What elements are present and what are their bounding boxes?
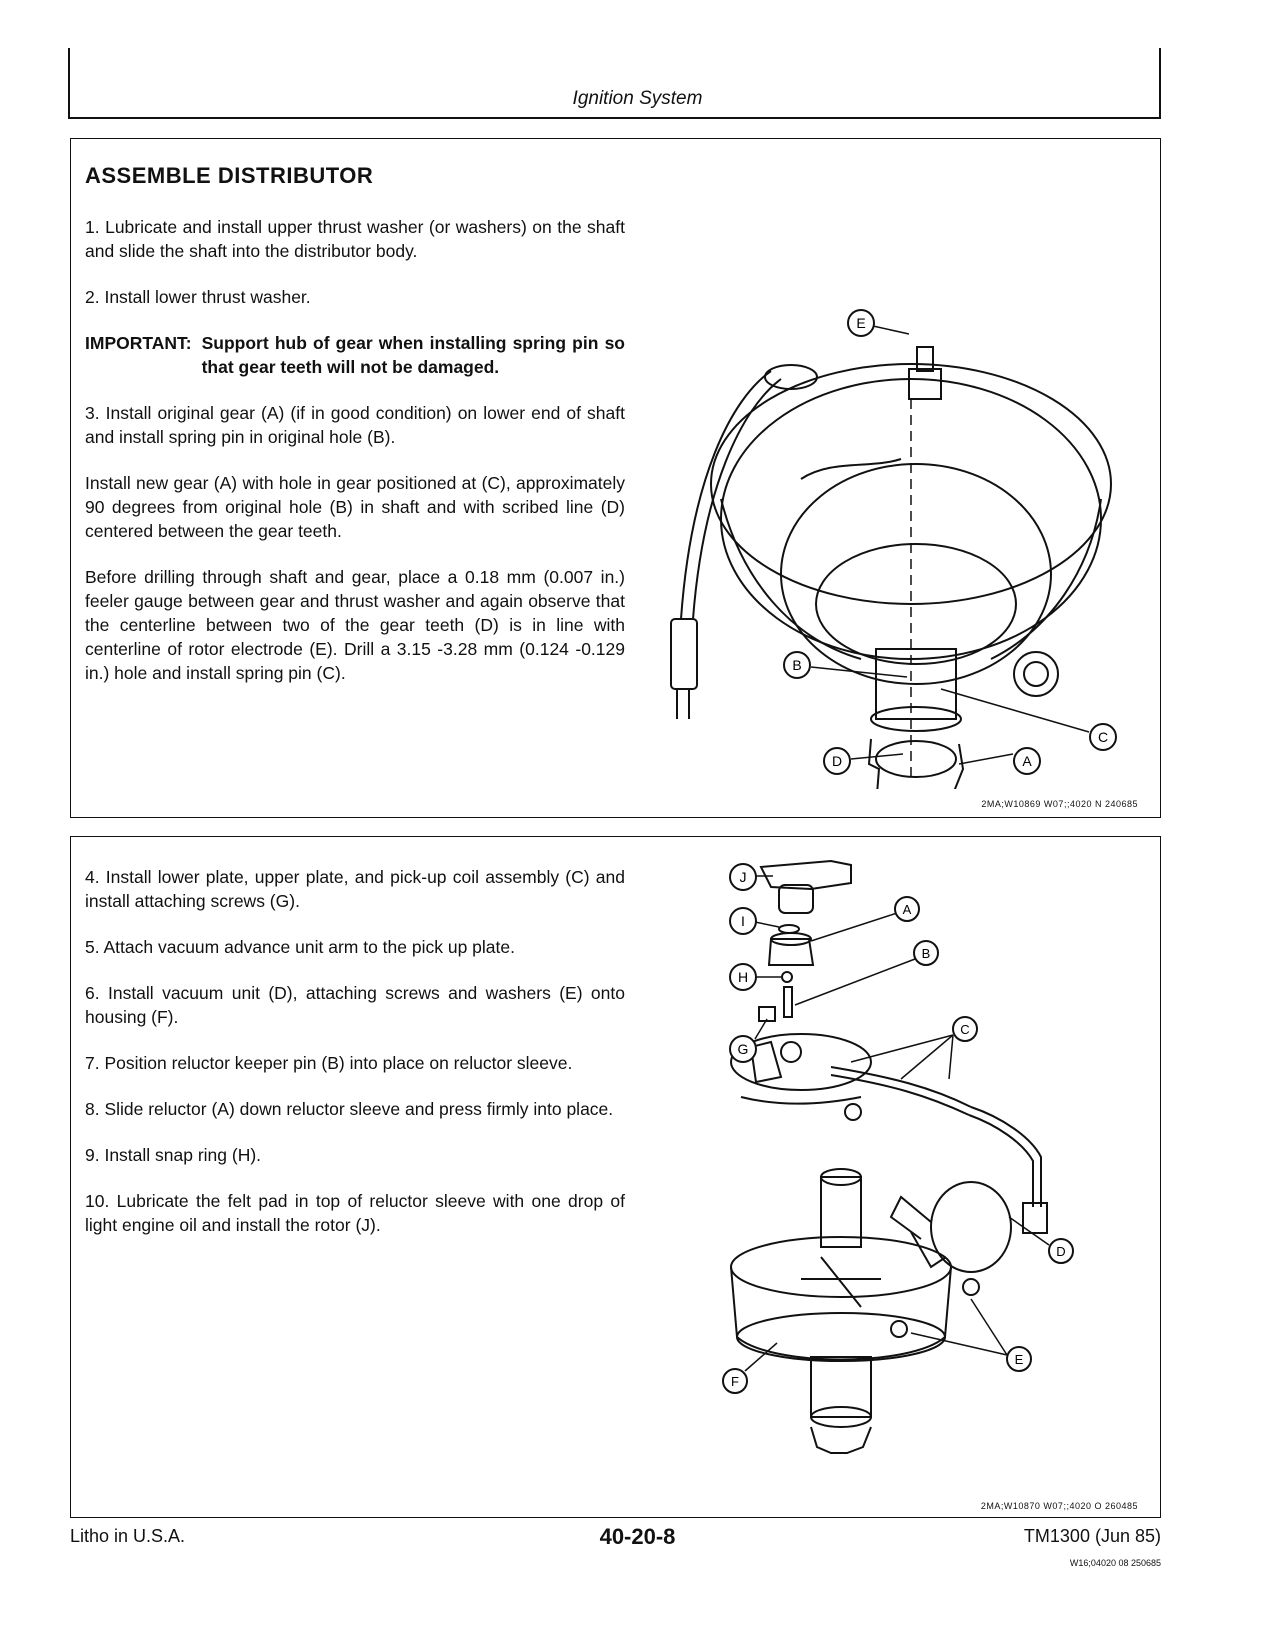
callout-label: D — [831, 753, 843, 769]
callout-label: C — [1097, 729, 1109, 745]
figure2-caption: 2MA;W10870 W07;;4020 O 260485 — [980, 1501, 1138, 1511]
callout-label: B — [792, 657, 802, 673]
step-3-new-gear: Install new gear (A) with hole in gear positioned at (C), approximately 90 degrees from original hole (B) in shaft and with scribed line (D) centered between the gear teeth. — [85, 473, 625, 541]
callout-label: D — [1056, 1244, 1066, 1259]
step-1: 1. Lubricate and install upper thrust washer (or washers) on the shaft and slide the shaft into the distributor body. — [85, 217, 625, 261]
distributor-exploded-figure — [671, 847, 1141, 1497]
step-6: 6. Install vacuum unit (D), attaching screws and washers (E) onto housing (F). — [85, 983, 625, 1027]
section2-text — [85, 865, 625, 1259]
callout-label: C — [960, 1022, 970, 1037]
section1-text — [85, 215, 625, 707]
callout-label: F — [731, 1374, 739, 1389]
step-3: 3. Install original gear (A) (if in good condition) on lower end of shaft and install spring pin in original hole (B). — [85, 403, 625, 447]
figure1-caption: 2MA;W10869 W07;;4020 N 240685 — [981, 799, 1138, 809]
step-7: 7. Position reluctor keeper pin (B) into place on reluctor sleeve. — [85, 1053, 573, 1073]
assemble-distributor-section — [70, 138, 1161, 818]
step-10: 10. Lubricate the felt pad in top of reluctor sleeve with one drop of light engine oil and install the rotor (J). — [85, 1191, 625, 1235]
page-header-title: Ignition System — [572, 88, 703, 109]
callout-label: H — [737, 969, 749, 985]
callout-label: B — [921, 946, 931, 961]
distributor-gear-figure — [641, 219, 1141, 789]
callout-label: J — [739, 869, 747, 885]
callout-label: A — [1022, 753, 1032, 769]
header-underline — [68, 117, 1161, 119]
callout-label: E — [856, 315, 866, 331]
footer-manual-id: TM1300 (Jun 85) — [1023, 1526, 1161, 1546]
important-text: Support hub of gear when installing spring pin so that gear teeth will not be damaged. — [201, 333, 625, 377]
callout-label: A — [902, 902, 912, 917]
step-3-drilling: Before drilling through shaft and gear, place a 0.18 mm (0.007 in.) feeler gauge between gear and thrust washer and again observe that the centerline between two of the gear teeth (D) is in line with centerline of rotor electrode (E). Drill a 3.15 -3.28 mm (0.124 -0.129 in.) hole and install spring pin (C). — [85, 567, 625, 683]
figure1-callouts — [784, 310, 1116, 774]
step-9: 9. Install snap ring (H). — [85, 1145, 262, 1165]
callout-label: G — [737, 1041, 749, 1057]
footer-code: W16;04020 08 250685 — [1069, 1558, 1161, 1568]
callout-label: E — [1014, 1352, 1024, 1367]
section-title: ASSEMBLE DISTRIBUTOR — [85, 163, 374, 188]
important-note — [85, 331, 625, 379]
important-label: IMPORTANT: — [85, 333, 192, 353]
footer-litho: Litho in U.S.A. — [70, 1526, 186, 1546]
step-2: 2. Install lower thrust washer. — [85, 287, 311, 307]
step-8: 8. Slide reluctor (A) down reluctor sleeve and press firmly into place. — [85, 1099, 614, 1119]
page-number: 40-20-8 — [599, 1524, 676, 1549]
step-4: 4. Install lower plate, upper plate, and pick-up coil assembly (C) and install attaching screws (G). — [85, 867, 625, 911]
callout-label: I — [741, 913, 745, 929]
assembly-steps-section — [70, 836, 1161, 1518]
step-5: 5. Attach vacuum advance unit arm to the pick up plate. — [85, 937, 515, 957]
